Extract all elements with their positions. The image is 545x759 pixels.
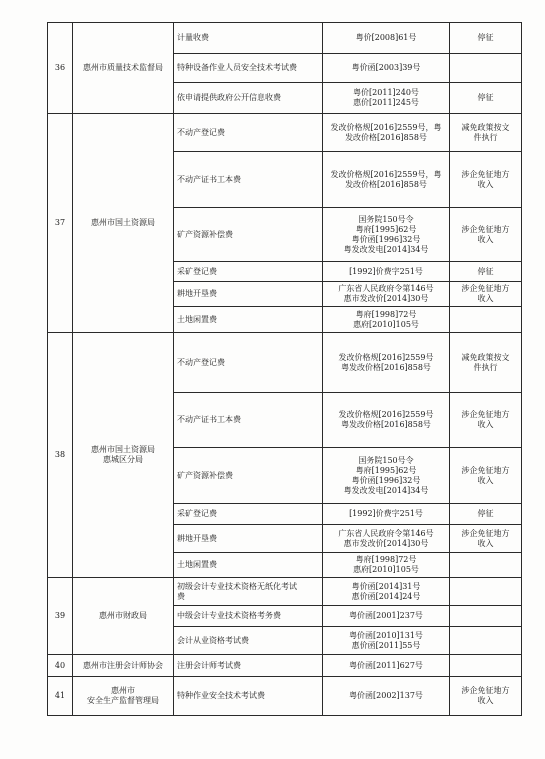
serial-number: 38 (48, 333, 73, 578)
fee-basis-line: 惠府[2010]105号 (353, 319, 419, 329)
fee-basis (323, 307, 450, 333)
fee-note (450, 152, 522, 208)
fee-basis-line: 惠市发改价[2014]30号 (343, 294, 429, 303)
fee-basis-line: 发改价格规[2016]2559号，粤 (330, 169, 442, 179)
fee-note (450, 83, 522, 114)
fee-basis (323, 606, 450, 627)
fee-note (450, 23, 522, 54)
fee-basis-line: 发改价格规[2016]2559号 (338, 352, 434, 362)
fee-item (174, 578, 323, 606)
fee-note (450, 208, 522, 262)
fee-table (47, 22, 522, 716)
fee-basis-line: 国务院150号令 (358, 455, 414, 465)
fee-basis-line: 粤价函[2003]39号 (351, 63, 421, 72)
fee-basis-line: 粤府[1995]62号 (355, 465, 417, 475)
fee-basis-line: 发改价格规[2016]2559号，粤 (330, 122, 442, 132)
fee-basis-line: 惠价[2011]245号 (353, 98, 419, 107)
fee-basis-line: 粤发改发电[2014]34号 (343, 485, 429, 495)
fee-basis-line: 粤价函[1996]32号 (351, 475, 421, 485)
department-name (73, 655, 174, 677)
table-row (48, 655, 522, 677)
fee-item-line: 采矿登记费 (177, 266, 217, 276)
fee-basis-line: 粤发改价格[2016]858号 (341, 362, 431, 372)
fee-basis-line: 粤价[2011]240号 (353, 88, 419, 97)
fee-item-line: 不动产登记费 (177, 127, 225, 137)
fee-note-line: 涉企免征地方 (461, 169, 510, 179)
fee-item-line: 不动产证书工本费 (177, 415, 241, 424)
fee-item (174, 282, 323, 307)
fee-basis (323, 333, 450, 393)
fee-note-line: 件执行 (473, 362, 498, 372)
department-name-line: 惠州市国土资源局 (91, 445, 155, 454)
fee-basis (323, 504, 450, 525)
serial-number: 37 (48, 114, 73, 333)
fee-basis-line: 粤发改发电[2014]34号 (343, 244, 429, 254)
fee-item-line: 土地闲置费 (177, 314, 217, 324)
fee-basis-line: 粤价函[1996]32号 (351, 234, 421, 244)
fee-basis-line: 粤府[1995]62号 (355, 224, 417, 234)
fee-note (450, 525, 522, 553)
fee-note-line: 停征 (477, 266, 494, 276)
fee-item-line: 耕地开垦费 (177, 533, 217, 543)
fee-basis-line: 粤价函[2001]237号 (349, 611, 423, 620)
fee-basis (323, 208, 450, 262)
fee-item (174, 114, 323, 152)
fee-note-line: 涉企免征地方 (461, 224, 510, 234)
fee-basis (323, 393, 450, 448)
fee-item (174, 152, 323, 208)
fee-note (450, 504, 522, 525)
department-name (73, 677, 174, 716)
fee-item-line: 矿产资源补偿费 (177, 470, 233, 480)
fee-basis-line: 粤价函[2014]31号 (351, 581, 421, 591)
fee-basis-line: 粤价函[2010]131号 (349, 630, 423, 640)
fee-note-line: 涉企免征地方 (461, 528, 510, 538)
fee-note-line: 收入 (477, 234, 494, 244)
department-name-line: 惠州市质量技术监督局 (83, 63, 163, 72)
fee-note-line: 停征 (477, 93, 494, 102)
fee-basis-line: [1992]价费字251号 (349, 509, 423, 518)
table-row (48, 333, 522, 393)
fee-basis (323, 282, 450, 307)
fee-note (450, 627, 522, 655)
fee-basis (323, 677, 450, 716)
fee-item (174, 655, 323, 677)
fee-item (174, 553, 323, 578)
fee-basis-line: 惠价函[2014]24号 (351, 591, 421, 601)
fee-item-line: 特种作业安全技术考试费 (177, 691, 265, 700)
fee-basis-line: 粤价函[2011]627号 (349, 660, 423, 670)
table-row (48, 23, 522, 54)
fee-note-line: 停征 (477, 509, 494, 518)
fee-note-line: 收入 (477, 294, 494, 303)
fee-note-line: 收入 (477, 538, 494, 548)
table-row (48, 677, 522, 716)
fee-basis (323, 627, 450, 655)
fee-note-line: 涉企免征地方 (461, 686, 510, 695)
serial-number: 39 (48, 578, 73, 655)
department-name-line: 惠州市财政局 (99, 611, 147, 620)
department-name (73, 114, 174, 333)
department-name (73, 578, 174, 655)
fee-basis-line: [1992]价费字251号 (349, 266, 423, 276)
fee-item-line: 耕地开垦费 (177, 289, 217, 298)
fee-note (450, 307, 522, 333)
fee-item-line: 采矿登记费 (177, 509, 217, 518)
fee-item (174, 677, 323, 716)
fee-item-line: 依申请提供政府公开信息收费 (177, 93, 281, 102)
fee-basis (323, 23, 450, 54)
fee-basis-line: 惠价函[2011]55号 (351, 640, 421, 650)
department-name-line: 惠州市 (111, 686, 135, 695)
fee-note-line: 涉企免征地方 (461, 410, 510, 419)
fee-note (450, 578, 522, 606)
fee-item (174, 393, 323, 448)
table-row (48, 114, 522, 152)
fee-basis-line: 国务院150号令 (358, 214, 414, 224)
fee-note (450, 553, 522, 578)
serial-number: 36 (48, 23, 73, 114)
fee-item (174, 448, 323, 504)
fee-basis (323, 262, 450, 282)
fee-basis-line: 惠府[2010]105号 (353, 565, 419, 574)
fee-item-line: 注册会计师考试费 (177, 660, 241, 670)
fee-basis (323, 553, 450, 578)
fee-item (174, 525, 323, 553)
fee-basis-line: 广东省人民政府令第146号 (338, 284, 434, 293)
fee-basis (323, 83, 450, 114)
fee-basis (323, 114, 450, 152)
fee-note-line: 停征 (477, 33, 494, 42)
fee-item-line: 矿产资源补偿费 (177, 229, 233, 239)
fee-basis-line: 粤府[1998]72号 (355, 309, 417, 319)
fee-item-line: 不动产证书工本费 (177, 174, 241, 184)
fee-item (174, 23, 323, 54)
fee-note-line: 收入 (477, 475, 494, 485)
fee-basis-line: 粤发改价格[2016]858号 (341, 420, 431, 429)
fee-note (450, 114, 522, 152)
department-name-line: 惠城区分局 (103, 455, 143, 464)
fee-basis (323, 655, 450, 677)
fee-note-line: 收入 (477, 179, 494, 189)
fee-basis-line: 发改价格[2016]858号 (345, 132, 427, 142)
fee-note (450, 333, 522, 393)
serial-number: 40 (48, 655, 73, 677)
fee-note (450, 677, 522, 716)
fee-item-line: 不动产登记费 (177, 357, 225, 367)
fee-item (174, 208, 323, 262)
fee-note (450, 606, 522, 627)
fee-note (450, 448, 522, 504)
fee-note-line: 减免政策按文 (461, 122, 510, 132)
fee-basis (323, 578, 450, 606)
fee-note (450, 393, 522, 448)
fee-item (174, 627, 323, 655)
fee-item-line: 初级会计专业技术资格无纸化考试 (177, 581, 297, 591)
fee-item-line: 费 (177, 591, 185, 601)
fee-note (450, 54, 522, 83)
fee-basis-line: 惠市发改价[2014]30号 (343, 538, 429, 548)
fee-item-line: 会计从业资格考试费 (177, 635, 249, 645)
table-row (48, 578, 522, 606)
fee-basis-line: 发改价格[2016]858号 (345, 179, 427, 189)
department-name (73, 23, 174, 114)
department-name-line: 安全生产监督管理局 (87, 696, 159, 705)
fee-item-line: 土地闲置费 (177, 560, 217, 569)
department-name-line: 惠州市国土资源局 (91, 218, 155, 227)
fee-table-body (48, 23, 522, 716)
fee-note-line: 件执行 (473, 132, 498, 142)
fee-note (450, 655, 522, 677)
fee-basis-line: 广东省人民政府令第146号 (338, 528, 434, 538)
fee-note (450, 262, 522, 282)
fee-item (174, 307, 323, 333)
fee-basis (323, 448, 450, 504)
fee-note-line: 收入 (477, 420, 494, 429)
fee-note-line: 收入 (477, 696, 494, 705)
fee-basis-line: 粤价[2008]61号 (355, 33, 417, 42)
fee-note-line: 减免政策按文 (461, 352, 510, 362)
fee-item (174, 333, 323, 393)
fee-note-line: 涉企免征地方 (461, 465, 510, 475)
fee-basis (323, 54, 450, 83)
department-name (73, 333, 174, 578)
fee-item-line: 中级会计专业技术资格考务费 (177, 611, 281, 620)
fee-note-line: 涉企免征地方 (461, 284, 510, 293)
fee-item (174, 606, 323, 627)
fee-basis-line: 发改价格规[2016]2559号 (338, 410, 434, 419)
fee-item (174, 262, 323, 282)
fee-basis-line: 粤价函[2002]137号 (349, 691, 423, 700)
fee-item-line: 计量收费 (177, 33, 209, 42)
fee-basis (323, 152, 450, 208)
serial-number: 41 (48, 677, 73, 716)
fee-item-line: 特种设备作业人员安全技术考试费 (177, 63, 297, 72)
fee-note (450, 282, 522, 307)
department-name-line: 惠州市注册会计师协会 (83, 660, 163, 670)
fee-item (174, 83, 323, 114)
fee-basis (323, 525, 450, 553)
fee-item (174, 504, 323, 525)
fee-item (174, 54, 323, 83)
fee-basis-line: 粤府[1998]72号 (355, 555, 417, 564)
